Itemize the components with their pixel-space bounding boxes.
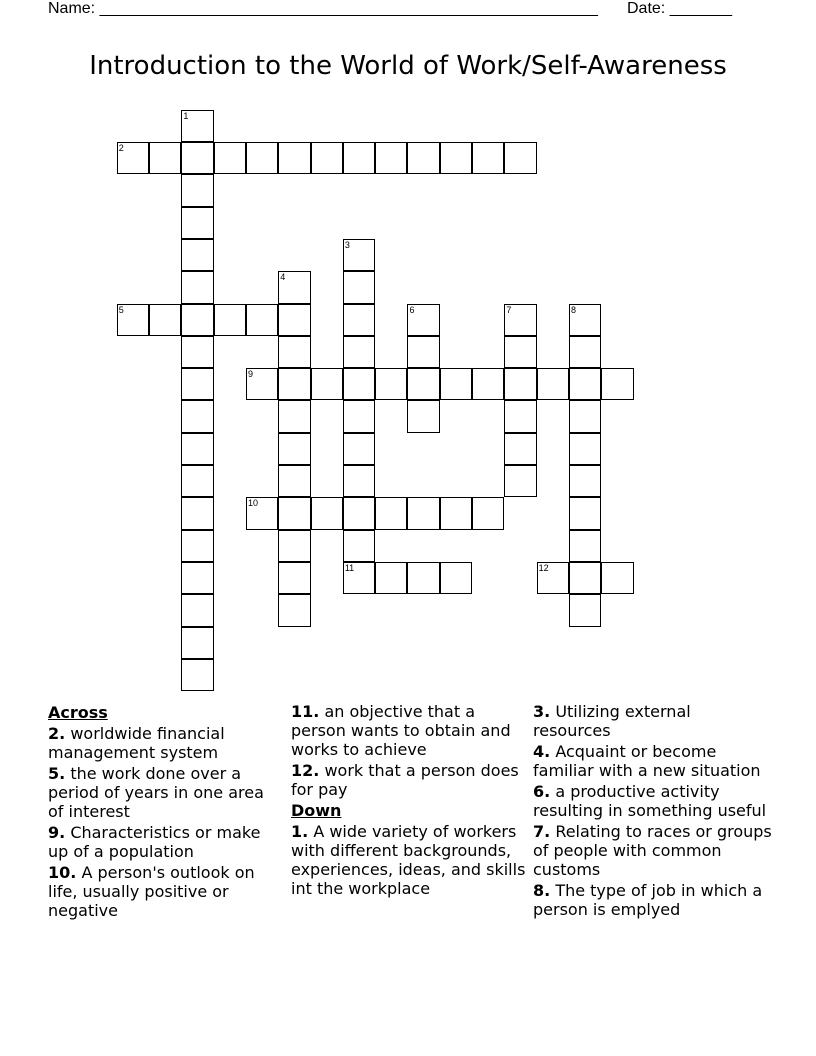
crossword-cell[interactable]	[278, 271, 310, 303]
clue-down-4	[533, 742, 773, 780]
name-field-line: Name: ________________________________________________________	[48, 0, 598, 17]
clue-number: 7.	[533, 822, 551, 841]
crossword-cell[interactable]	[569, 465, 601, 497]
crossword-cell[interactable]	[504, 142, 536, 174]
crossword-cell[interactable]	[407, 497, 439, 529]
crossword-cell[interactable]	[472, 497, 504, 529]
crossword-cell[interactable]	[246, 142, 278, 174]
crossword-cell[interactable]	[504, 368, 536, 400]
crossword-cell[interactable]	[472, 368, 504, 400]
crossword-cell[interactable]	[375, 368, 407, 400]
cell-number: 12	[538, 562, 549, 573]
crossword-cell[interactable]	[181, 142, 213, 174]
crossword-cell[interactable]	[181, 530, 213, 562]
cell-number: 1	[183, 110, 189, 121]
crossword-cell[interactable]	[278, 336, 310, 368]
clue-column-3	[533, 702, 773, 921]
clue-across-2	[48, 724, 280, 762]
crossword-cell[interactable]	[278, 594, 310, 626]
clue-number: 12.	[291, 761, 320, 780]
crossword-cell[interactable]	[343, 142, 375, 174]
cell-number: 10	[247, 498, 258, 509]
clue-column-1	[48, 702, 280, 922]
crossword-cell[interactable]	[278, 368, 310, 400]
clue-text: Characteristics or make up of a population	[48, 823, 261, 861]
clue-text: Relating to races or groups of people with common customs	[533, 822, 772, 879]
clue-text: an objective that a person wants to obtain and works to achieve	[291, 702, 511, 759]
crossword-cell[interactable]	[537, 368, 569, 400]
cell-number: 11	[344, 562, 355, 573]
clue-text: The type of job in which a person is emplyed	[533, 881, 763, 919]
crossword-cell[interactable]	[601, 368, 633, 400]
clue-number: 1.	[291, 822, 309, 841]
cell-number: 8	[570, 304, 576, 315]
crossword-cell[interactable]	[214, 142, 246, 174]
crossword-cell[interactable]	[149, 142, 181, 174]
clue-across-10	[48, 863, 280, 920]
date-field-line: Date: _______	[627, 0, 732, 17]
crossword-cell[interactable]	[278, 433, 310, 465]
clue-number: 6.	[533, 782, 551, 801]
crossword-cell[interactable]	[569, 400, 601, 432]
crossword-cell[interactable]	[278, 465, 310, 497]
cell-number: 6	[409, 304, 415, 315]
clue-down-6	[533, 782, 773, 820]
crossword-cell[interactable]	[117, 142, 149, 174]
crossword-cell[interactable]	[504, 304, 536, 336]
down-heading: Down	[291, 801, 342, 820]
clue-text: work that a person does for pay	[291, 761, 519, 799]
crossword-cell[interactable]	[181, 400, 213, 432]
clue-across-5	[48, 764, 280, 821]
crossword-cell[interactable]	[117, 304, 149, 336]
crossword-cell[interactable]	[440, 142, 472, 174]
crossword-cell[interactable]	[343, 562, 375, 594]
crossword-cell[interactable]	[343, 465, 375, 497]
clue-number: 5.	[48, 764, 66, 783]
crossword-cell[interactable]	[214, 304, 246, 336]
crossword-cell[interactable]	[181, 110, 213, 142]
crossword-cell[interactable]	[407, 400, 439, 432]
crossword-cell[interactable]	[181, 336, 213, 368]
clue-number: 10.	[48, 863, 77, 882]
clue-down-1	[291, 822, 526, 898]
crossword-cell[interactable]	[311, 142, 343, 174]
crossword-cell[interactable]	[440, 497, 472, 529]
crossword-cell[interactable]	[181, 368, 213, 400]
crossword-cell[interactable]	[278, 304, 310, 336]
crossword-cell[interactable]	[311, 368, 343, 400]
clue-across-11	[291, 702, 526, 759]
crossword-cell[interactable]	[181, 174, 213, 206]
clue-text: A wide variety of workers with different backgrounds, experiences, ideas, and skills int the workplace	[291, 822, 526, 898]
crossword-cell[interactable]	[181, 304, 213, 336]
crossword-cell[interactable]	[569, 433, 601, 465]
crossword-cell[interactable]	[181, 271, 213, 303]
crossword-cell[interactable]	[375, 142, 407, 174]
crossword-cell[interactable]	[472, 142, 504, 174]
crossword-cell[interactable]	[343, 530, 375, 562]
crossword-cell[interactable]	[504, 465, 536, 497]
crossword-cell[interactable]	[181, 465, 213, 497]
crossword-cell[interactable]	[181, 239, 213, 271]
crossword-cell[interactable]	[181, 207, 213, 239]
cell-number: 7	[506, 304, 512, 315]
crossword-cell[interactable]	[343, 336, 375, 368]
crossword-cell[interactable]	[343, 271, 375, 303]
crossword-cell[interactable]	[311, 497, 343, 529]
crossword-cell[interactable]	[246, 304, 278, 336]
crossword-cell[interactable]	[569, 368, 601, 400]
clue-across-9	[48, 823, 280, 861]
crossword-cell[interactable]	[569, 497, 601, 529]
clue-text: Acquaint or become familiar with a new situation	[533, 742, 761, 780]
crossword-cell[interactable]	[440, 562, 472, 594]
cell-number: 9	[247, 369, 253, 380]
crossword-cell[interactable]	[601, 562, 633, 594]
clue-number: 9.	[48, 823, 66, 842]
crossword-cell[interactable]	[343, 433, 375, 465]
crossword-cell[interactable]	[569, 336, 601, 368]
crossword-cell[interactable]	[537, 562, 569, 594]
crossword-cell[interactable]	[149, 304, 181, 336]
crossword-cell[interactable]	[569, 304, 601, 336]
clue-text: worldwide financial management system	[48, 724, 225, 762]
crossword-cell[interactable]	[407, 368, 439, 400]
crossword-cell[interactable]	[375, 562, 407, 594]
crossword-cell[interactable]	[504, 336, 536, 368]
clue-text: A person's outlook on life, usually positive or negative	[48, 863, 255, 920]
crossword-cell[interactable]	[181, 594, 213, 626]
clue-text: a productive activity resulting in something useful	[533, 782, 767, 820]
crossword-cell[interactable]	[278, 530, 310, 562]
crossword-cell[interactable]	[407, 142, 439, 174]
cell-number: 4	[280, 272, 286, 283]
crossword-cell[interactable]	[181, 562, 213, 594]
crossword-cell[interactable]	[278, 562, 310, 594]
clue-number: 2.	[48, 724, 66, 743]
crossword-cell[interactable]	[569, 562, 601, 594]
clue-down-7	[533, 822, 773, 879]
crossword-cell[interactable]	[407, 304, 439, 336]
crossword-cell[interactable]	[504, 400, 536, 432]
crossword-cell[interactable]	[278, 400, 310, 432]
crossword-cell[interactable]	[278, 497, 310, 529]
clue-number: 11.	[291, 702, 320, 721]
clue-text: the work done over a period of years in one area of interest	[48, 764, 264, 821]
crossword-cell[interactable]	[181, 497, 213, 529]
crossword-cell[interactable]	[181, 659, 213, 691]
crossword-cell[interactable]	[181, 627, 213, 659]
across-heading: Across	[48, 703, 108, 722]
clue-column-2	[291, 702, 526, 900]
crossword-cell[interactable]	[343, 497, 375, 529]
crossword-cell[interactable]	[569, 530, 601, 562]
cell-number: 3	[344, 239, 350, 250]
crossword-cell[interactable]	[407, 562, 439, 594]
crossword-cell[interactable]	[343, 368, 375, 400]
clue-number: 4.	[533, 742, 551, 761]
crossword-cell[interactable]	[569, 594, 601, 626]
crossword-cell[interactable]	[343, 400, 375, 432]
page-title: Introduction to the World of Work/Self-Awareness	[89, 51, 727, 81]
clue-down-8	[533, 881, 773, 919]
clue-down-3	[533, 702, 773, 740]
crossword-cell[interactable]	[440, 368, 472, 400]
crossword-cell[interactable]	[407, 336, 439, 368]
crossword-cell[interactable]	[181, 433, 213, 465]
clue-text: Utilizing external resources	[533, 702, 691, 740]
crossword-cell[interactable]	[343, 304, 375, 336]
crossword-cell[interactable]	[246, 368, 278, 400]
crossword-cell[interactable]	[278, 142, 310, 174]
clue-number: 3.	[533, 702, 551, 721]
cell-number: 5	[118, 304, 124, 315]
clue-across-12	[291, 761, 526, 799]
crossword-cell[interactable]	[504, 433, 536, 465]
crossword-cell[interactable]	[375, 497, 407, 529]
clue-number: 8.	[533, 881, 551, 900]
crossword-cell[interactable]	[246, 497, 278, 529]
cell-number: 2	[118, 143, 124, 154]
crossword-cell[interactable]	[343, 239, 375, 271]
